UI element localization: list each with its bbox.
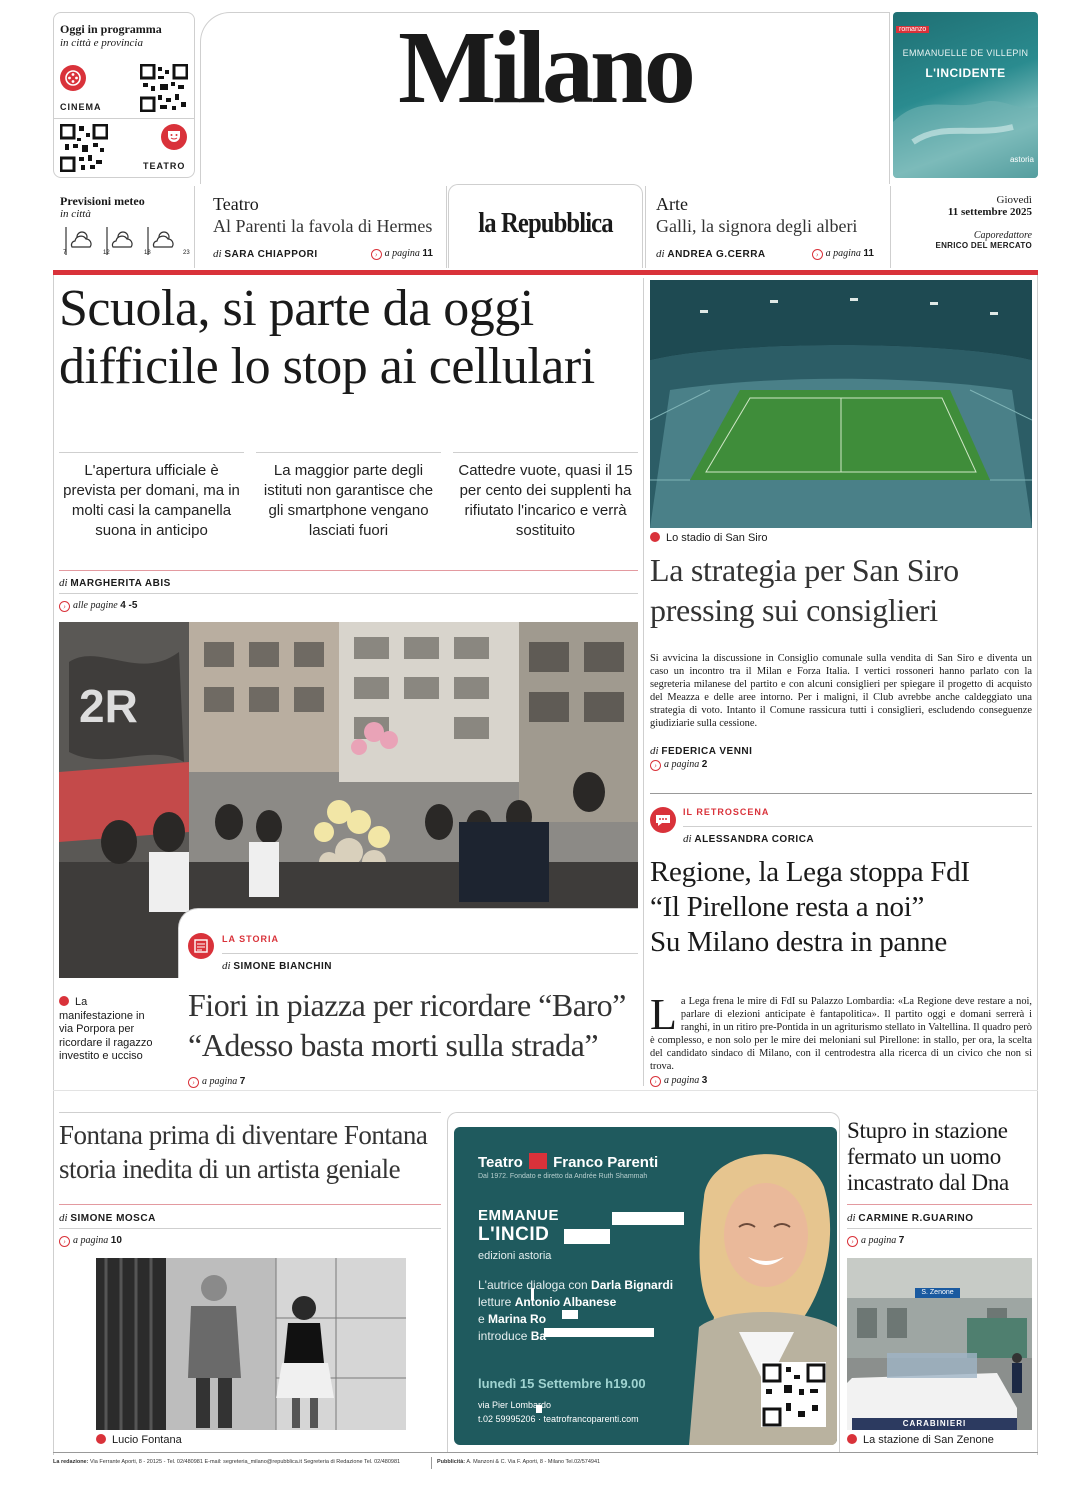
storia-caption: La manifestazione in via Porpora per ricordare il ragazzo investito e ucciso [59, 996, 153, 1062]
meteo-hour-1: 7 [63, 250, 67, 256]
ad-book-box[interactable] [893, 12, 1038, 178]
lead-byline-rule-2 [59, 593, 638, 594]
caption-dot-icon [847, 1434, 857, 1444]
caption-dot-icon [96, 1434, 106, 1444]
center-column-rule [643, 278, 644, 1086]
footer-divider [431, 1457, 432, 1469]
meteo-hour-3: 18 [144, 250, 151, 256]
qr-teatro-icon[interactable] [60, 124, 108, 172]
arrow-icon: › [59, 1236, 70, 1247]
fontana-top-rule [59, 1112, 441, 1113]
ad-book-author: EMMANUELLE DE VILLEPIN [902, 48, 1029, 58]
storia-pageref[interactable]: › a pagina 7 [188, 1076, 245, 1088]
stadium-caption: Lo stadio di San Siro [650, 532, 768, 544]
fontana-caption: Lucio Fontana [96, 1434, 182, 1446]
teatro-box[interactable] [205, 186, 445, 268]
brand-logo: la Repubblica [478, 208, 613, 239]
ad-parenti-dialog-2: letture Antonio Albanese [478, 1295, 617, 1309]
footer-pubblicita: Pubblicità: A. Manzoni & C. Via F. Aporti, 8 - Milano Tel.02/574941 [437, 1459, 601, 1465]
storia-headline-1[interactable]: Fiori in piazza per ricordare “Baro” [188, 987, 626, 1023]
teatro-byline: di SARA CHIAPPORI [213, 248, 318, 260]
retroscena-headline-3[interactable]: Su Milano destra in panne [650, 926, 947, 958]
stupro-byline: di CARMINE R.GUARINO [847, 1212, 974, 1224]
teatro-icon [161, 124, 187, 150]
sansiro-byline: di FEDERICA VENNI [650, 745, 753, 757]
arte-byline: di ANDREA G.CERRA [656, 248, 766, 260]
lead-col-rule-2 [256, 452, 441, 453]
station-photo [847, 1258, 1032, 1430]
lead-col-rule-3 [453, 452, 638, 453]
header-divider-1 [446, 186, 447, 268]
lead-col-3: Cattedre vuote, quasi il 15 per cento dei supplenti ha rifiutato l'incarico e verrà sostituito [458, 462, 633, 539]
brand-frame [448, 184, 643, 268]
dateline-role: Caporedattore [973, 230, 1032, 241]
programma-title: Oggi in programma [60, 22, 162, 36]
meteo-hour-2: 12 [103, 250, 110, 256]
footer-redazione: La redazione: Via Ferrante Aporti, 8 - 20125 - Tel. 02/480981 E-mail: segreteria_milano@repubblica.it Segreteria di Redazione Tel. 02/480981 [53, 1459, 401, 1465]
red-top-rule [53, 270, 1038, 275]
stupro-headline-2[interactable]: fermato un uomo [847, 1144, 1001, 1169]
dateline-editor: ENRICO DEL MERCATO [935, 241, 1032, 250]
meteo-title: Previsioni meteo [60, 194, 145, 208]
dateline-day: Giovedì [996, 194, 1032, 206]
ad-parenti-address: via Pier Lombardo [478, 1400, 552, 1410]
dateline [892, 186, 1032, 268]
programma-divider [54, 118, 194, 119]
retroscena-byline: di ALESSANDRA CORICA [683, 833, 815, 845]
sansiro-headline-1[interactable]: La strategia per San Siro [650, 552, 959, 588]
fontana-photo [96, 1258, 406, 1430]
weather-icons [60, 223, 192, 259]
arte-pageref[interactable]: › a pagina 11 [812, 248, 874, 260]
cinema-icon [60, 65, 86, 91]
fontana-pageref[interactable]: › a pagina 10 [59, 1235, 122, 1247]
frame-right [1037, 275, 1038, 1455]
fontana-headline-2[interactable]: storia inedita di un artista geniale [59, 1154, 401, 1184]
lead-pageref[interactable]: › alle pagine 4 -5 [59, 600, 137, 612]
header-divider-3 [890, 186, 891, 268]
stupro-byline-rule-2 [847, 1228, 1032, 1229]
arrow-icon: › [188, 1077, 199, 1088]
sansiro-pageref[interactable]: › a pagina 2 [650, 759, 707, 771]
storia-tag-rule [222, 953, 638, 954]
parenti-logo-icon [529, 1153, 547, 1169]
lead-col-rule-1 [59, 452, 244, 453]
station-sign: S. Zenone [921, 1289, 954, 1296]
caption-dot-icon [59, 996, 69, 1006]
teatro-label[interactable]: TEATRO [143, 161, 186, 171]
lead-headline-2[interactable]: difficile lo stop ai cellulari [59, 338, 595, 395]
ad-parenti-dialog-4: introduce Ba [478, 1329, 547, 1343]
storia-headline-2[interactable]: “Adesso basta morti sulla strada” [188, 1027, 599, 1063]
retroscena-pageref[interactable]: › a pagina 3 [650, 1075, 707, 1087]
fontana-byline: di SIMONE MOSCA [59, 1212, 156, 1224]
stupro-headline-1[interactable]: Stupro in stazione [847, 1118, 1008, 1143]
lead-byline: di MARGHERITA ABIS [59, 577, 171, 589]
fontana-byline-rule [59, 1204, 441, 1205]
retroscena-body: La Lega frena le mire di FdI su Palazzo Lombardia: «La Regione deve restare a noi, parlare di elezioni anticipate è fantapolitica». Il partito oggi e domani serrerà i ranghi, in un ritiro pre-Pontida in un agriturismo stellato in Valtellina. Il quadro però è complesso, e non solo per le mire dei meloniani sul Pirellone: in stallo, per ora, la scelta del candidato sindaco di Milano, con il centrodestra alla ricerca di un civico che non si trova. [650, 990, 1032, 1072]
arrow-icon: › [371, 249, 382, 260]
retroscena-dropcap: L [650, 990, 677, 1039]
stupro-byline-rule [847, 1204, 1032, 1205]
ad-book-tag: romanzo [896, 26, 929, 33]
stupro-pageref[interactable]: › a pagina 7 [847, 1235, 904, 1247]
retroscena-headline-2[interactable]: “Il Pirellone resta a noi” [650, 891, 925, 923]
teatro-section: Teatro [213, 194, 259, 214]
cinema-label[interactable]: CINEMA [60, 102, 102, 112]
ad-parenti[interactable] [454, 1127, 837, 1445]
sansiro-headline-2[interactable]: pressing sui consiglieri [650, 592, 938, 628]
retroscena-headline-1[interactable]: Regione, la Lega stoppa FdI [650, 856, 970, 888]
ad-parenti-line3: edizioni astoria [478, 1250, 552, 1262]
ad-parenti-founded: Dal 1972. Fondato e diretto da Andrée Ruth Shammah [478, 1173, 648, 1180]
lower-band-rule [53, 1090, 1038, 1091]
footer-rule [53, 1452, 1038, 1453]
svg-text:2R: 2R [79, 680, 138, 732]
ad-book-publisher: astoria [1009, 155, 1034, 164]
retroscena-tag: IL RETROSCENA [683, 807, 770, 817]
masthead-title: Milano [398, 10, 692, 125]
arte-box[interactable] [648, 186, 888, 268]
fontana-headline-1[interactable]: Fontana prima di diventare Fontana [59, 1120, 428, 1150]
ad-parenti-line2: L'INCID [478, 1224, 550, 1245]
retroscena-tag-rule [683, 826, 1032, 827]
arrow-icon: › [812, 249, 823, 260]
ad-parenti-line1: EMMANUE [478, 1207, 559, 1224]
stadium-photo [650, 280, 1032, 528]
frame-left [53, 275, 54, 1455]
stupro-headline-3[interactable]: incastrato dal Dna [847, 1170, 1009, 1195]
storia-tag: LA STORIA [222, 934, 280, 944]
retroscena-top-rule [650, 793, 1032, 794]
arrow-icon: › [59, 601, 70, 612]
ad-parenti-theatre: Teatro Franco Parenti [478, 1154, 659, 1171]
lead-headline-1[interactable]: Scuola, si parte da oggi [59, 280, 534, 337]
teatro-pageref[interactable]: › a pagina 11 [371, 248, 433, 260]
arte-section: Arte [656, 194, 688, 214]
station-caption: La stazione di San Zenone [847, 1434, 994, 1446]
meteo-hour-4: 23 [183, 250, 190, 256]
dateline-date: 11 settembre 2025 [947, 206, 1032, 218]
arrow-icon: › [650, 1076, 661, 1087]
teatro-headline: Al Parenti la favola di Hermes [213, 216, 433, 236]
sansiro-body: Si avvicina la discussione in Consiglio comunale sulla vendita di San Siro e diventa un caso un incontro tra il Milan e Forza Italia. I vertici rossoneri hanno parlato con la segreteria milanese del partito e con alcuni consiglieri per spiegare il progetto di acquisto del Meazza e delle aree intorno. Per i maligni, il Club avrebbe anche caldeggiato una strategia di voto. Intanto il Comune rassicura tutti i consiglieri, escludendo conseguenze giudiziarie sulla cessione. [650, 653, 1032, 729]
fontana-byline-rule-2 [59, 1228, 441, 1229]
arte-headline: Galli, la signora degli alberi [656, 216, 858, 236]
station-car-label: CARABINIERI [902, 1419, 967, 1428]
storia-icon [188, 933, 214, 959]
storia-byline: di SIMONE BIANCHIN [222, 960, 332, 972]
ad-parenti-when: lunedì 15 Settembre h19.00 [478, 1376, 646, 1391]
lead-byline-rule [59, 570, 638, 571]
lead-col-1: L'apertura ufficiale è prevista per domani, ma in molti casi la campanella suona in anticipo [63, 462, 240, 539]
arrow-icon: › [847, 1236, 858, 1247]
qr-cinema-icon[interactable] [140, 64, 188, 112]
ad-parenti-dialog-1: L'autrice dialoga con Darla Bignardi [478, 1278, 674, 1292]
programma-subtitle: in città e provincia [60, 37, 143, 49]
caption-dot-icon [650, 532, 660, 542]
retroscena-icon [650, 807, 676, 833]
header-divider-2 [645, 186, 646, 268]
lead-col-2: La maggior parte degli istituti non garantisce che gli smartphone vengano lasciati fuori [263, 462, 434, 539]
ad-parenti-dialog-3: e Marina Ro [478, 1312, 547, 1326]
ad-parenti-phone: t.02 59995206 · teatrofrancoparenti.com [478, 1414, 639, 1424]
ad-book-title: L'INCIDENTE [925, 66, 1006, 80]
meteo-subtitle: in città [60, 208, 91, 220]
arrow-icon: › [650, 760, 661, 771]
